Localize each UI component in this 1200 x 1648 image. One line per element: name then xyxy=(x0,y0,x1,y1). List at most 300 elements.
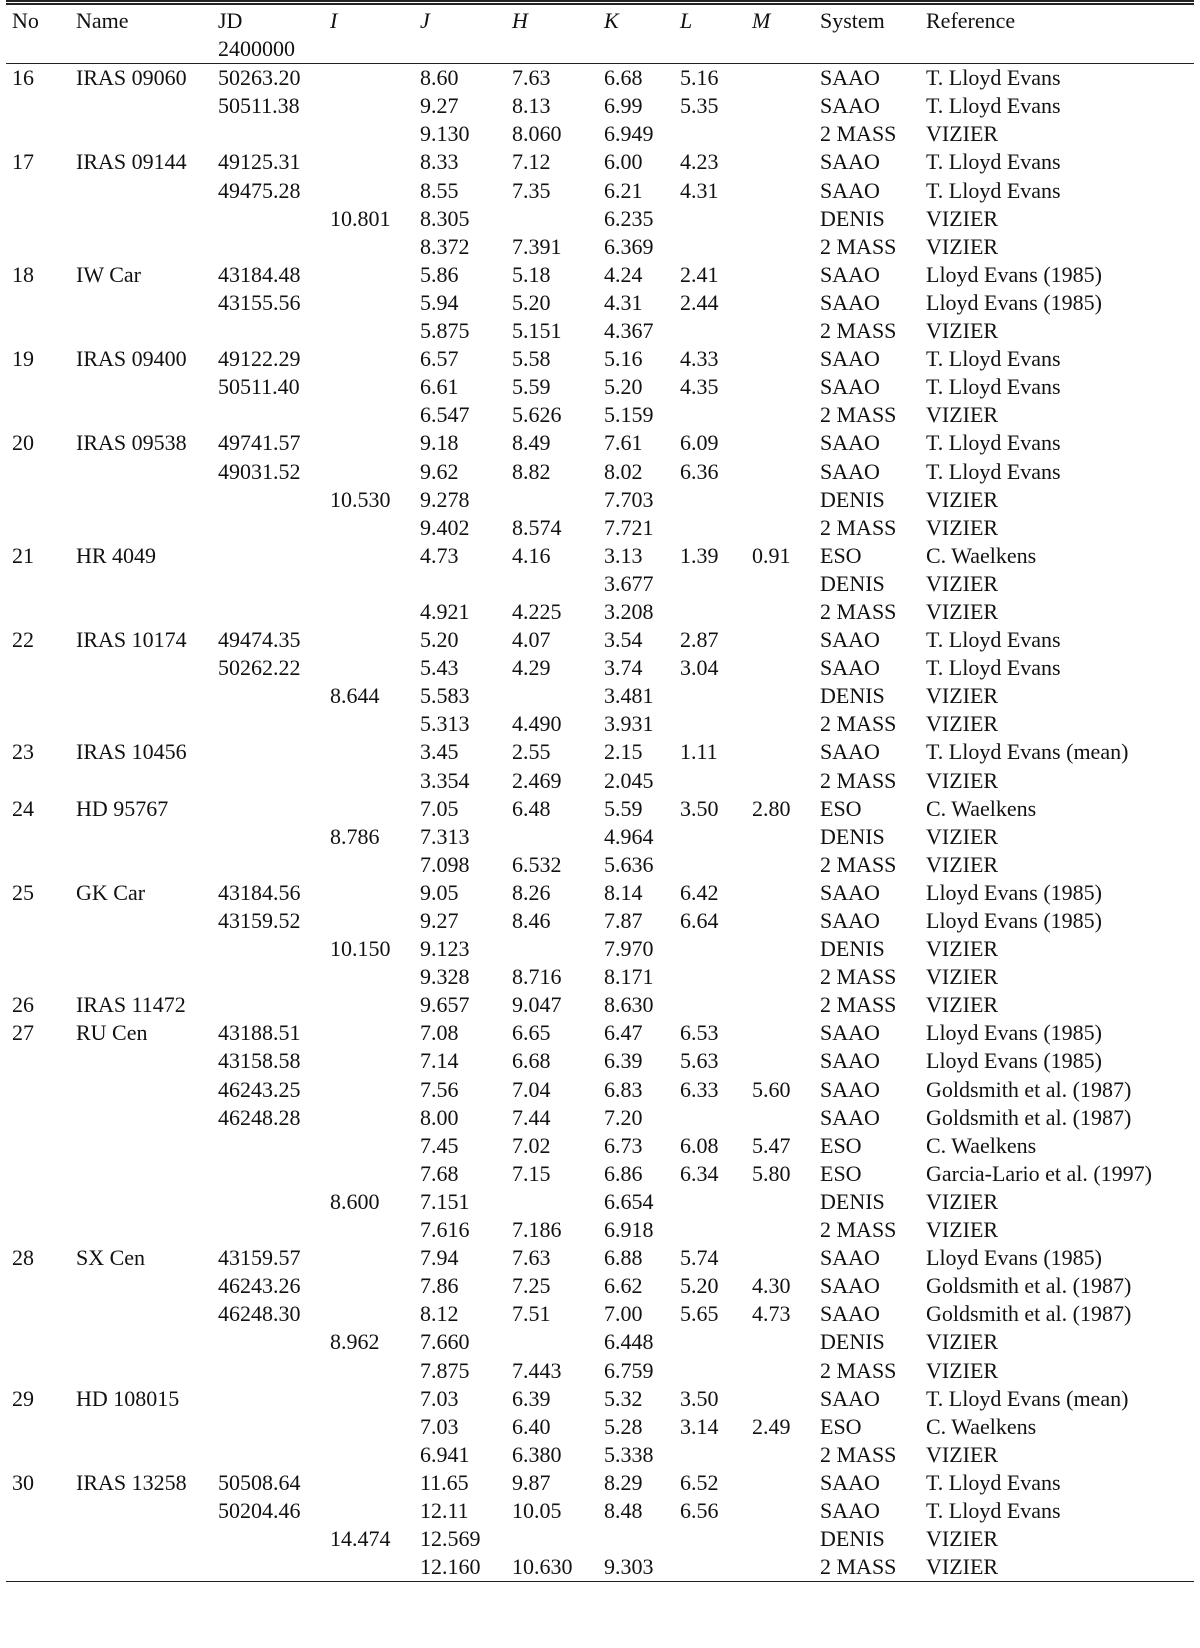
jd-cell xyxy=(212,682,324,710)
m-mag-cell xyxy=(746,1441,814,1469)
i-mag-cell xyxy=(324,963,414,991)
table-row xyxy=(6,289,1194,317)
m-mag-cell xyxy=(746,767,814,795)
k-mag-cell: 5.159 xyxy=(604,402,654,428)
no-cell xyxy=(6,963,70,991)
m-mag-cell xyxy=(746,598,814,626)
no-cell xyxy=(6,177,70,205)
i-mag-cell xyxy=(324,1244,414,1272)
k-mag-cell: 6.448 xyxy=(604,1329,654,1355)
table-row xyxy=(6,1300,1194,1328)
h-mag-cell: 4.225 xyxy=(512,598,562,624)
table-row xyxy=(6,1357,1194,1385)
m-mag-cell xyxy=(746,148,814,176)
col-subheader-k xyxy=(598,35,674,64)
h-mag-cell: 6.532 xyxy=(512,851,562,877)
name-cell xyxy=(70,289,212,317)
no-cell xyxy=(6,289,70,317)
reference-cell: VIZIER xyxy=(926,598,999,624)
name-cell xyxy=(70,963,212,991)
reference-cell: T. Lloyd Evans xyxy=(926,1497,1061,1523)
k-mag-cell: 8.48 xyxy=(604,1497,643,1523)
k-mag-cell: 7.703 xyxy=(604,486,654,512)
l-mag-cell: 5.74 xyxy=(680,1245,719,1271)
j-mag-cell: 9.18 xyxy=(420,430,459,456)
i-mag-cell xyxy=(324,1216,414,1244)
j-mag-cell: 6.57 xyxy=(420,346,459,372)
k-mag-cell: 3.54 xyxy=(604,627,643,653)
l-mag-cell: 3.50 xyxy=(680,795,719,821)
jd-cell xyxy=(212,120,324,148)
l-mag-cell xyxy=(674,233,746,261)
m-mag-cell xyxy=(746,486,814,514)
reference-cell: Lloyd Evans (1985) xyxy=(926,1020,1102,1046)
k-mag-cell: 6.759 xyxy=(604,1357,654,1383)
no-cell xyxy=(6,1497,70,1525)
i-mag-cell xyxy=(324,148,414,176)
jd-cell: 43184.48 xyxy=(218,261,301,287)
system-cell: 2 MASS xyxy=(814,1553,920,1582)
table-row xyxy=(6,1244,1194,1272)
table-row xyxy=(6,1104,1194,1132)
i-mag-cell xyxy=(324,879,414,907)
name-cell xyxy=(70,120,212,148)
col-header-k: K xyxy=(598,3,674,36)
system-cell: SAAO xyxy=(820,430,880,456)
i-mag-cell xyxy=(324,542,414,570)
m-mag-cell xyxy=(746,514,814,542)
table-row xyxy=(6,1132,1194,1160)
m-mag-cell xyxy=(746,1019,814,1047)
j-mag-cell: 7.616 xyxy=(420,1217,470,1243)
i-mag-cell xyxy=(324,120,414,148)
j-mag-cell: 7.14 xyxy=(420,1048,459,1074)
table-row xyxy=(6,795,1194,823)
no-cell xyxy=(6,654,70,682)
header-subrow xyxy=(6,35,1194,64)
jd-cell xyxy=(212,1553,324,1582)
j-mag-cell: 7.875 xyxy=(420,1357,470,1383)
h-mag-cell xyxy=(506,823,598,851)
table-row xyxy=(6,1385,1194,1413)
m-mag-cell xyxy=(746,1047,814,1075)
no-cell: 21 xyxy=(12,542,34,568)
i-mag-cell xyxy=(324,514,414,542)
l-mag-cell: 4.33 xyxy=(680,346,719,372)
jd-cell: 49474.35 xyxy=(218,627,301,653)
m-mag-cell xyxy=(746,907,814,935)
m-mag-cell: 4.73 xyxy=(752,1301,791,1327)
no-cell: 19 xyxy=(12,346,34,372)
table-row xyxy=(6,907,1194,935)
name-cell xyxy=(70,373,212,401)
i-mag-cell xyxy=(324,1413,414,1441)
jd-cell: 43188.51 xyxy=(218,1020,301,1046)
jd-cell xyxy=(212,1328,324,1356)
h-mag-cell: 2.55 xyxy=(512,739,551,765)
system-cell: DENIS xyxy=(820,570,885,596)
system-cell: 2 MASS xyxy=(820,402,897,428)
name-cell xyxy=(70,1497,212,1525)
col-subheader-reference xyxy=(920,35,1194,64)
j-mag-cell: 7.45 xyxy=(420,1132,459,1158)
no-cell xyxy=(6,1300,70,1328)
l-mag-cell: 3.50 xyxy=(680,1385,719,1411)
name-cell xyxy=(70,598,212,626)
jd-cell xyxy=(212,738,324,766)
l-mag-cell xyxy=(674,823,746,851)
h-mag-cell: 4.29 xyxy=(512,655,551,681)
l-mag-cell xyxy=(674,935,746,963)
name-cell xyxy=(70,1300,212,1328)
h-mag-cell: 5.58 xyxy=(512,346,551,372)
system-cell: 2 MASS xyxy=(820,1357,897,1383)
m-mag-cell xyxy=(746,851,814,879)
l-mag-cell: 6.34 xyxy=(680,1160,719,1186)
i-mag-cell xyxy=(324,64,414,93)
system-cell: SAAO xyxy=(820,1245,880,1271)
jd-cell xyxy=(212,1385,324,1413)
reference-cell: VIZIER xyxy=(926,1188,999,1214)
jd-cell: 50511.38 xyxy=(218,93,300,119)
j-mag-cell: 4.73 xyxy=(420,542,459,568)
no-cell xyxy=(6,233,70,261)
h-mag-cell: 8.574 xyxy=(512,514,562,540)
system-cell: DENIS xyxy=(820,683,885,709)
j-mag-cell: 8.00 xyxy=(420,1104,459,1130)
table-row xyxy=(6,1441,1194,1469)
i-mag-cell: 8.962 xyxy=(330,1329,380,1355)
k-mag-cell: 7.61 xyxy=(604,430,643,456)
m-mag-cell xyxy=(746,120,814,148)
h-mag-cell: 8.13 xyxy=(512,93,551,119)
l-mag-cell: 4.35 xyxy=(680,374,719,400)
table-row xyxy=(6,710,1194,738)
j-mag-cell: 5.43 xyxy=(420,655,459,681)
table-row xyxy=(6,1076,1194,1104)
no-cell xyxy=(6,514,70,542)
k-mag-cell: 7.87 xyxy=(604,908,643,933)
no-cell: 30 xyxy=(12,1469,34,1495)
jd-cell xyxy=(212,542,324,570)
system-cell: SAAO xyxy=(820,879,880,905)
i-mag-cell xyxy=(324,261,414,289)
no-cell xyxy=(6,1104,70,1132)
header-row xyxy=(6,3,1194,36)
name-cell xyxy=(70,233,212,261)
reference-cell: VIZIER xyxy=(926,936,999,962)
m-mag-cell xyxy=(746,1104,814,1132)
no-cell xyxy=(6,935,70,963)
system-cell: 2 MASS xyxy=(820,964,897,990)
h-mag-cell: 7.15 xyxy=(512,1160,551,1186)
system-cell: ESO xyxy=(820,1132,862,1158)
col-subheader-j xyxy=(414,35,506,64)
k-mag-cell: 8.29 xyxy=(604,1469,643,1495)
no-cell xyxy=(6,1216,70,1244)
reference-cell: C. Waelkens xyxy=(926,542,1037,568)
j-mag-cell: 9.05 xyxy=(420,879,459,905)
k-mag-cell: 6.949 xyxy=(604,121,654,147)
l-mag-cell xyxy=(674,991,746,1019)
l-mag-cell: 6.36 xyxy=(680,458,719,484)
table-row xyxy=(6,1047,1194,1075)
table-row xyxy=(6,1019,1194,1047)
h-mag-cell: 6.68 xyxy=(512,1048,551,1074)
photometry-table xyxy=(6,0,1194,1582)
i-mag-cell xyxy=(324,1272,414,1300)
k-mag-cell: 6.99 xyxy=(604,93,643,119)
system-cell: SAAO xyxy=(820,1076,880,1102)
reference-cell: C. Waelkens xyxy=(926,1413,1037,1439)
reference-cell: Lloyd Evans (1985) xyxy=(926,289,1102,315)
k-mag-cell: 3.13 xyxy=(604,542,643,568)
h-mag-cell: 4.16 xyxy=(512,542,551,568)
h-mag-cell: 9.047 xyxy=(512,992,562,1018)
i-mag-cell xyxy=(324,233,414,261)
col-header-i: I xyxy=(324,3,414,36)
i-mag-cell xyxy=(324,458,414,486)
h-mag-cell: 6.40 xyxy=(512,1413,551,1439)
j-mag-cell: 12.160 xyxy=(414,1553,506,1582)
i-mag-cell xyxy=(324,1497,414,1525)
table-row xyxy=(6,1469,1194,1497)
j-mag-cell: 11.65 xyxy=(420,1469,469,1495)
reference-cell: T. Lloyd Evans xyxy=(926,177,1061,203)
table-row xyxy=(6,345,1194,373)
jd-cell xyxy=(212,514,324,542)
jd-cell xyxy=(212,1188,324,1216)
k-mag-cell: 7.00 xyxy=(604,1301,643,1327)
m-mag-cell xyxy=(746,177,814,205)
m-mag-cell xyxy=(746,1357,814,1385)
j-mag-cell: 9.62 xyxy=(420,458,459,484)
table-row xyxy=(6,1497,1194,1525)
jd-cell: 43184.56 xyxy=(218,879,301,905)
jd-cell xyxy=(212,767,324,795)
i-mag-cell xyxy=(324,710,414,738)
h-mag-cell xyxy=(506,1328,598,1356)
jd-cell: 50508.64 xyxy=(218,1469,301,1495)
name-cell xyxy=(70,1160,212,1188)
h-mag-cell: 8.716 xyxy=(512,964,562,990)
i-mag-cell xyxy=(324,1441,414,1469)
system-cell: 2 MASS xyxy=(820,711,897,737)
table-row xyxy=(6,233,1194,261)
jd-cell: 43159.52 xyxy=(218,908,301,933)
jd-cell xyxy=(212,401,324,429)
j-mag-cell: 7.098 xyxy=(420,851,470,877)
i-mag-cell xyxy=(324,317,414,345)
no-cell: 22 xyxy=(12,627,34,653)
reference-cell: VIZIER xyxy=(920,1553,1194,1582)
no-cell: 17 xyxy=(12,149,34,175)
reference-cell: Goldsmith et al. (1987) xyxy=(926,1301,1132,1327)
reference-cell: Goldsmith et al. (1987) xyxy=(926,1273,1132,1299)
jd-cell xyxy=(212,1413,324,1441)
m-mag-cell xyxy=(746,1216,814,1244)
col-subheader-no xyxy=(6,35,70,64)
l-mag-cell: 6.64 xyxy=(680,908,719,933)
i-mag-cell xyxy=(324,654,414,682)
reference-cell: VIZIER xyxy=(926,486,999,512)
col-header-reference: Reference xyxy=(920,3,1194,36)
l-mag-cell xyxy=(674,1525,746,1553)
m-mag-cell xyxy=(746,823,814,851)
jd-cell: 46248.28 xyxy=(218,1104,301,1130)
no-cell: 27 xyxy=(12,1020,34,1046)
no-cell xyxy=(6,1553,70,1582)
col-subheader-jd: 2400000 xyxy=(212,35,324,64)
l-mag-cell xyxy=(674,486,746,514)
table-row xyxy=(6,570,1194,598)
name-cell xyxy=(70,1272,212,1300)
h-mag-cell: 8.49 xyxy=(512,430,551,456)
j-mag-cell: 9.27 xyxy=(420,908,459,933)
h-mag-cell: 7.63 xyxy=(512,1245,551,1271)
reference-cell: VIZIER xyxy=(926,711,999,737)
table-row xyxy=(6,1188,1194,1216)
no-cell xyxy=(6,682,70,710)
m-mag-cell xyxy=(746,991,814,1019)
h-mag-cell: 8.82 xyxy=(512,458,551,484)
k-mag-cell: 6.88 xyxy=(604,1245,643,1271)
jd-cell xyxy=(212,205,324,233)
table-row xyxy=(6,486,1194,514)
name-cell: IRAS 09060 xyxy=(76,65,187,91)
name-cell xyxy=(70,1328,212,1356)
name-cell: IRAS 10174 xyxy=(76,627,187,653)
name-cell xyxy=(70,682,212,710)
table-row xyxy=(6,373,1194,401)
k-mag-cell: 8.630 xyxy=(604,992,654,1018)
system-cell: SAAO xyxy=(820,1020,880,1046)
k-mag-cell: 3.481 xyxy=(604,683,654,709)
no-cell xyxy=(6,1047,70,1075)
table-row xyxy=(6,120,1194,148)
jd-cell xyxy=(212,935,324,963)
no-cell xyxy=(6,373,70,401)
system-cell: 2 MASS xyxy=(820,851,897,877)
table-row xyxy=(6,879,1194,907)
reference-cell: VIZIER xyxy=(926,402,999,428)
k-mag-cell: 6.235 xyxy=(604,205,654,231)
jd-cell: 50263.20 xyxy=(218,65,301,91)
reference-cell: T. Lloyd Evans xyxy=(926,1469,1061,1495)
i-mag-cell xyxy=(324,1553,414,1582)
h-mag-cell: 10.05 xyxy=(512,1497,562,1523)
h-mag-cell: 7.35 xyxy=(512,177,551,203)
k-mag-cell: 4.24 xyxy=(604,261,643,287)
no-cell xyxy=(6,1328,70,1356)
no-cell: 29 xyxy=(12,1385,34,1411)
l-mag-cell xyxy=(674,1188,746,1216)
jd-cell xyxy=(212,1525,324,1553)
system-cell: 2 MASS xyxy=(820,598,897,624)
name-cell xyxy=(70,1413,212,1441)
jd-cell: 46243.26 xyxy=(218,1273,301,1299)
m-mag-cell xyxy=(746,1328,814,1356)
i-mag-cell xyxy=(324,401,414,429)
i-mag-cell xyxy=(324,767,414,795)
j-mag-cell: 6.61 xyxy=(420,374,459,400)
m-mag-cell: 5.80 xyxy=(752,1160,791,1186)
col-subheader-h xyxy=(506,35,598,64)
table-row xyxy=(6,654,1194,682)
system-cell: SAAO xyxy=(820,1273,880,1299)
jd-cell xyxy=(212,1216,324,1244)
l-mag-cell xyxy=(674,1441,746,1469)
l-mag-cell xyxy=(674,317,746,345)
name-cell xyxy=(70,317,212,345)
k-mag-cell: 6.47 xyxy=(604,1020,643,1046)
h-mag-cell xyxy=(506,1188,598,1216)
reference-cell: T. Lloyd Evans xyxy=(926,655,1061,681)
name-cell xyxy=(70,1525,212,1553)
l-mag-cell xyxy=(674,1553,746,1582)
name-cell xyxy=(70,401,212,429)
i-mag-cell: 10.530 xyxy=(330,486,391,512)
table-row xyxy=(6,1525,1194,1553)
i-mag-cell xyxy=(324,345,414,373)
h-mag-cell: 7.25 xyxy=(512,1273,551,1299)
jd-cell xyxy=(212,991,324,1019)
jd-cell xyxy=(212,963,324,991)
reference-cell: T. Lloyd Evans xyxy=(926,93,1061,119)
m-mag-cell xyxy=(746,261,814,289)
system-cell: SAAO xyxy=(820,627,880,653)
k-mag-cell: 8.14 xyxy=(604,879,643,905)
system-cell: ESO xyxy=(820,1413,862,1439)
m-mag-cell: 5.47 xyxy=(752,1132,791,1158)
j-mag-cell: 5.313 xyxy=(420,711,470,737)
m-mag-cell xyxy=(746,317,814,345)
i-mag-cell: 8.786 xyxy=(330,823,380,849)
no-cell xyxy=(6,486,70,514)
i-mag-cell xyxy=(324,1385,414,1413)
name-cell xyxy=(70,654,212,682)
h-mag-cell xyxy=(506,1525,598,1553)
name-cell xyxy=(70,1076,212,1104)
k-mag-cell: 5.20 xyxy=(604,374,643,400)
system-cell: SAAO xyxy=(820,655,880,681)
name-cell: GK Car xyxy=(76,879,146,905)
no-cell xyxy=(6,401,70,429)
no-cell: 26 xyxy=(12,992,34,1018)
reference-cell: VIZIER xyxy=(926,121,999,147)
k-mag-cell: 6.73 xyxy=(604,1132,643,1158)
reference-cell: T. Lloyd Evans xyxy=(926,65,1061,91)
j-mag-cell: 9.278 xyxy=(420,486,470,512)
no-cell: 28 xyxy=(12,1245,34,1271)
k-mag-cell: 6.00 xyxy=(604,149,643,175)
reference-cell: Lloyd Evans (1985) xyxy=(926,879,1102,905)
name-cell xyxy=(70,907,212,935)
l-mag-cell: 6.53 xyxy=(680,1020,719,1046)
jd-cell xyxy=(212,1132,324,1160)
name-cell xyxy=(70,486,212,514)
no-cell xyxy=(6,570,70,598)
name-cell xyxy=(70,514,212,542)
h-mag-cell: 5.59 xyxy=(512,374,551,400)
j-mag-cell: 7.94 xyxy=(420,1245,459,1271)
table-row xyxy=(6,991,1194,1019)
l-mag-cell: 5.63 xyxy=(680,1048,719,1074)
table-row xyxy=(6,458,1194,486)
table-row xyxy=(6,1160,1194,1188)
j-mag-cell: 8.60 xyxy=(420,65,459,91)
h-mag-cell: 7.02 xyxy=(512,1132,551,1158)
